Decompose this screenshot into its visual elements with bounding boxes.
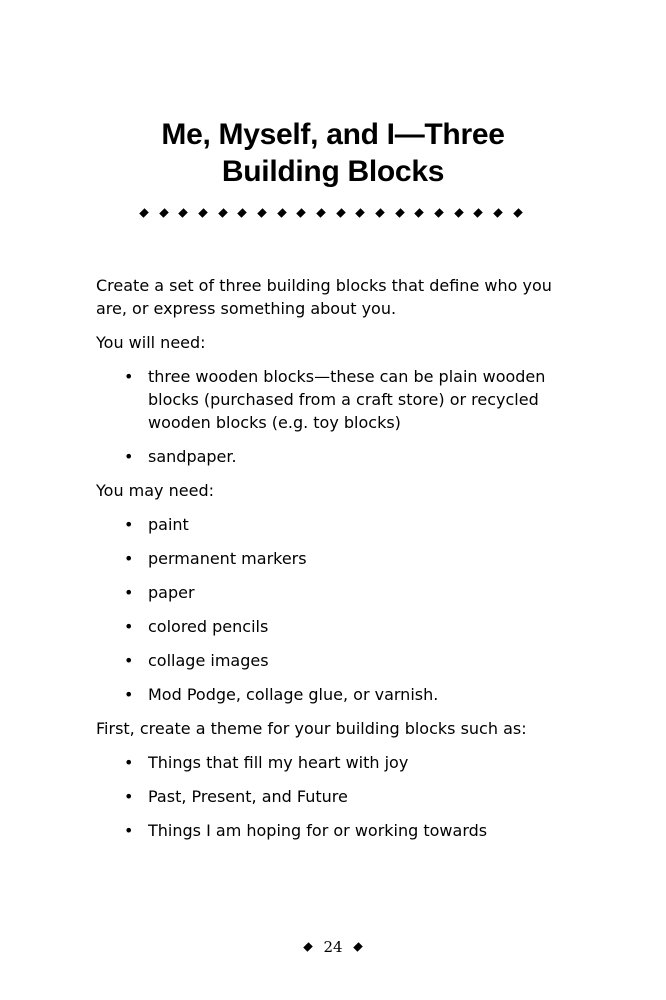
diamond-icon [139,208,149,218]
list-item-text: permanent markers [148,549,307,568]
list-item-text: paper [148,583,195,602]
list-item-text: collage images [148,651,269,670]
theme-heading: First, create a theme for your building blocks such as: [96,719,527,738]
need-heading: You will need: [96,333,206,352]
list-item-text: Things that fill my heart with joy [148,753,409,772]
list-item-text: three wooden blocks—these can be plain wooden blocks (purchased from a craft store) or recycled wooden blocks (e.g. toy blocks) [148,367,546,432]
diamond-icon [277,208,287,218]
list-item-text: colored pencils [148,617,269,636]
page-number: 24 [323,938,343,956]
diamond-icon [297,208,307,218]
diamond-icon [356,208,366,218]
list-item [96,547,576,570]
diamond-icon [336,208,346,218]
list-item-text: paint [148,515,189,534]
diamond-icon [474,208,484,218]
diamond-icon [257,208,267,218]
diamond-icon [179,208,189,218]
list-item [96,785,576,808]
page-title-line-2: Building Blocks [221,155,445,188]
intro-paragraph: Create a set of three building blocks that define who you are, or express something about you. [96,276,552,318]
diamond-icon [454,208,464,218]
bullet-icon: • [124,617,134,636]
list-item [96,751,576,774]
diamond-icon [198,208,208,218]
diamond-icon [304,942,314,952]
bullet-icon: • [124,367,134,386]
list-item-text: Things I am hoping for or working towards [148,821,488,840]
diamond-icon [238,208,248,218]
list-item [96,615,576,638]
diamond-icon [493,208,503,218]
diamond-icon [159,208,169,218]
list-item [96,683,576,706]
diamond-icon [513,208,523,218]
bullet-icon: • [124,685,134,704]
list-item [96,513,576,536]
bullet-icon: • [124,583,134,602]
bullet-icon: • [124,753,134,772]
list-item [96,581,576,604]
list-item-text: Mod Podge, collage glue, or varnish. [148,685,439,704]
bullet-icon: • [124,821,134,840]
list-item [96,445,576,468]
list-item [96,365,576,434]
diamond-icon [316,208,326,218]
page-title [0,116,666,190]
diamond-icon [218,208,228,218]
list-item-text: Past, Present, and Future [148,787,348,806]
list-item [96,649,576,672]
diamond-ornament-divider [141,205,521,221]
may-need-list [96,513,576,706]
list-item-text: sandpaper. [148,447,237,466]
bullet-icon: • [124,787,134,806]
bullet-icon: • [124,549,134,568]
may-need-heading: You may need: [96,481,214,500]
bullet-icon: • [124,447,134,466]
diamond-icon [353,942,363,952]
theme-list [96,751,576,842]
page-footer [0,938,666,956]
diamond-icon [415,208,425,218]
diamond-icon [375,208,385,218]
diamond-icon [395,208,405,218]
diamond-icon [434,208,444,218]
list-item [96,819,576,842]
bullet-icon: • [124,651,134,670]
need-list [96,365,576,468]
bullet-icon: • [124,515,134,534]
page-title-line-1: Me, Myself, and I—Three [161,118,505,151]
main-content [96,274,576,853]
